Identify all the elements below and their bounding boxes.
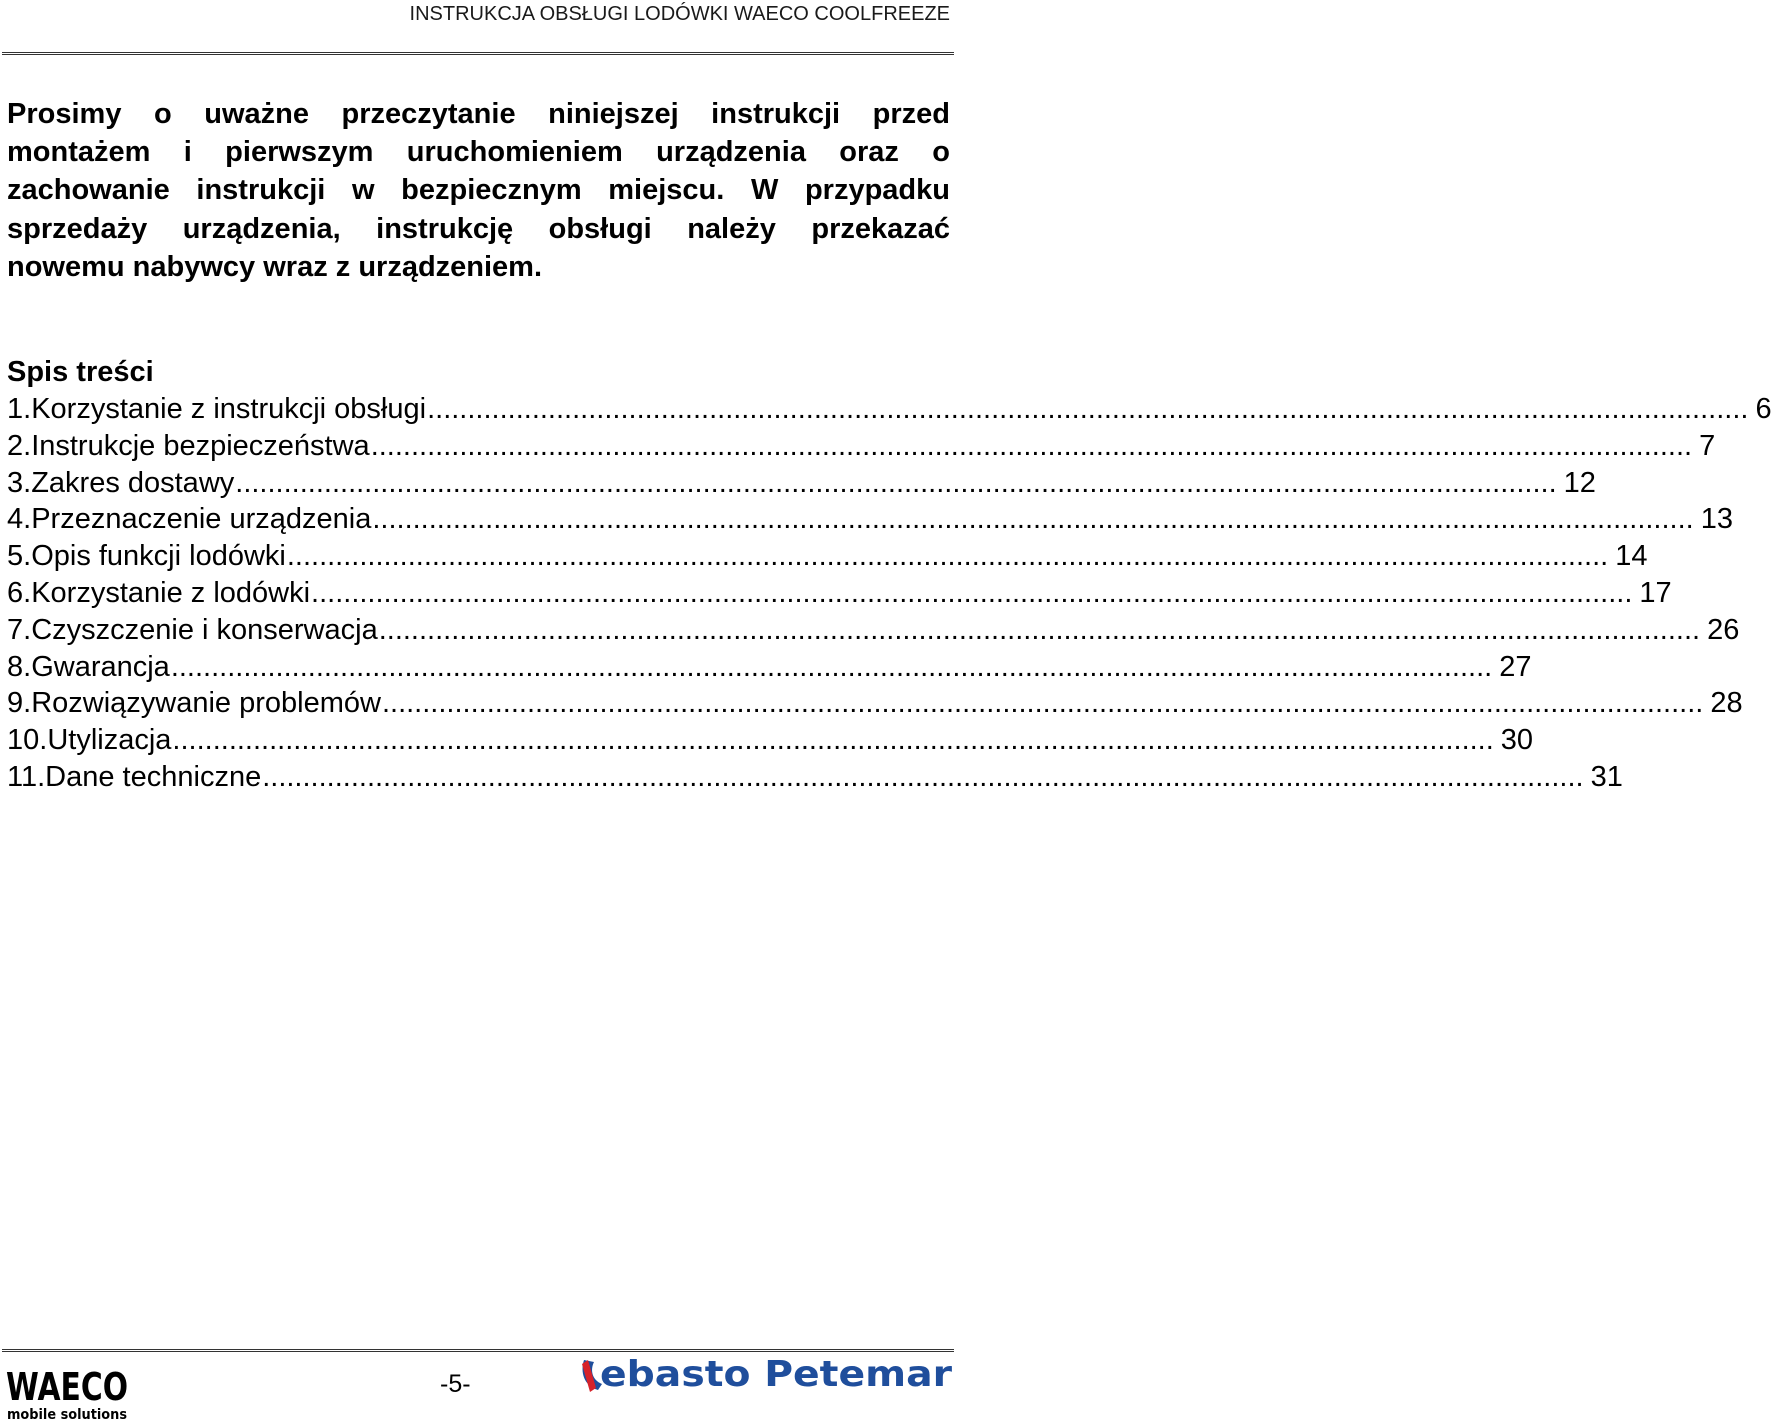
- toc-entry-number: 10.: [7, 724, 48, 757]
- toc-leader-dots: ....................................................................................................................................................................: [172, 724, 1494, 757]
- toc-leader-dots: ....................................................................................................................................................................: [370, 429, 1693, 462]
- toc-entry-page: 7: [1699, 429, 1716, 462]
- toc-entry[interactable]: [7, 612, 1740, 649]
- toc-leader-dots: ....................................................................................................................................................................: [427, 393, 1749, 425]
- toc-leader-dots: ....................................................................................................................................................................: [286, 540, 1609, 573]
- toc-entry-page: 28: [1710, 687, 1743, 720]
- running-header: [0, 0, 950, 30]
- webasto-petemar-logo: [578, 1352, 954, 1396]
- toc-entry-number: 1.: [7, 393, 32, 425]
- toc-entry-label: Dane techniczne: [45, 760, 262, 793]
- page-number: -5-: [440, 1370, 471, 1398]
- toc-entry-label: Korzystanie z instrukcji obsługi: [31, 393, 427, 425]
- svg-text:WAECO: WAECO: [6, 1365, 128, 1409]
- toc-entry-page: 14: [1615, 540, 1648, 573]
- svg-text:mobile solutions: mobile solutions: [7, 1407, 127, 1423]
- toc-entry-page: 13: [1700, 503, 1733, 536]
- intro-paragraph: [7, 95, 950, 286]
- toc-entry-number: 8.: [7, 650, 32, 683]
- toc-entry[interactable]: [7, 685, 1743, 722]
- intro-line: sprzedaży urządzenia, instrukcję obsługi należy przekazać: [7, 212, 950, 245]
- toc-leader-dots: ....................................................................................................................................................................: [372, 503, 1694, 536]
- toc-entry-number: 3.: [7, 466, 32, 499]
- toc-entry-label: Przeznaczenie urządzenia: [31, 503, 372, 536]
- toc-entry-label: Instrukcje bezpieczeństwa: [31, 429, 370, 462]
- toc-entry-number: 9.: [7, 687, 32, 720]
- toc-entry-page: 31: [1590, 760, 1623, 793]
- intro-line: montażem i pierwszym uruchomieniem urządzenia oraz o: [7, 136, 950, 169]
- toc-entry-number: 5.: [7, 540, 32, 573]
- toc-entry-label: Utylizacja: [47, 724, 172, 757]
- toc-entry[interactable]: [7, 428, 1716, 465]
- toc-entry-number: 6.: [7, 576, 32, 609]
- toc-entry-number: 11.: [7, 760, 46, 793]
- toc-entry-page: 26: [1707, 613, 1740, 646]
- toc-entry-number: 7.: [7, 613, 32, 646]
- toc-entry[interactable]: [7, 759, 1623, 796]
- toc-entry-page: 12: [1563, 466, 1596, 499]
- toc-entry[interactable]: [7, 575, 1672, 612]
- toc-entry-label: Korzystanie z lodówki: [31, 576, 311, 609]
- toc-entry[interactable]: [7, 465, 1596, 502]
- svg-text:ebasto Petemar: ebasto Petemar: [600, 1354, 953, 1395]
- header-rule: [2, 52, 954, 55]
- toc-leader-dots: ....................................................................................................................................................................: [170, 650, 1493, 683]
- waeco-logo: [6, 1362, 130, 1422]
- intro-line: Prosimy o uważne przeczytanie niniejszej instrukcji przed: [7, 98, 950, 130]
- toc-entry-page: 30: [1500, 724, 1534, 757]
- toc-entry-number: 4.: [7, 503, 32, 536]
- toc-entry-label: Rozwiązywanie problemów: [31, 687, 381, 720]
- toc-entry-label: Czyszczenie i konserwacja: [31, 613, 378, 646]
- toc-leader-dots: ....................................................................................................................................................................: [378, 613, 1701, 646]
- toc-entry-label: Opis funkcji lodówki: [31, 540, 286, 573]
- toc-entry[interactable]: [7, 722, 1534, 759]
- toc-heading: Spis treści: [7, 356, 154, 388]
- toc-leader-dots: ....................................................................................................................................................................: [311, 576, 1633, 609]
- toc-leader-dots: ....................................................................................................................................................................: [235, 466, 1557, 499]
- toc-entry-number: 2.: [7, 429, 32, 462]
- toc-leader-dots: ....................................................................................................................................................................: [262, 760, 1584, 793]
- running-header-title: INSTRUKCJA OBSŁUGI LODÓWKI WAECO COOLFREEZE: [409, 3, 950, 25]
- toc-entry[interactable]: [7, 538, 1648, 575]
- toc-entry-page: 17: [1639, 576, 1672, 609]
- toc-entry-label: Gwarancja: [31, 650, 170, 683]
- toc-entry-label: Zakres dostawy: [31, 466, 235, 499]
- toc-entry[interactable]: [7, 501, 1733, 538]
- intro-line: zachowanie instrukcji w bezpiecznym miejscu. W przypadku: [7, 174, 950, 207]
- toc-entry-page: 6: [1755, 393, 1772, 425]
- toc-leader-dots: ....................................................................................................................................................................: [381, 687, 1704, 720]
- toc-entry[interactable]: [7, 649, 1532, 686]
- toc-entry[interactable]: [7, 391, 1772, 428]
- toc-entry-page: 27: [1499, 650, 1532, 683]
- table-of-contents: [7, 391, 1772, 796]
- intro-line: nowemu nabywcy wraz z urządzeniem.: [7, 250, 543, 283]
